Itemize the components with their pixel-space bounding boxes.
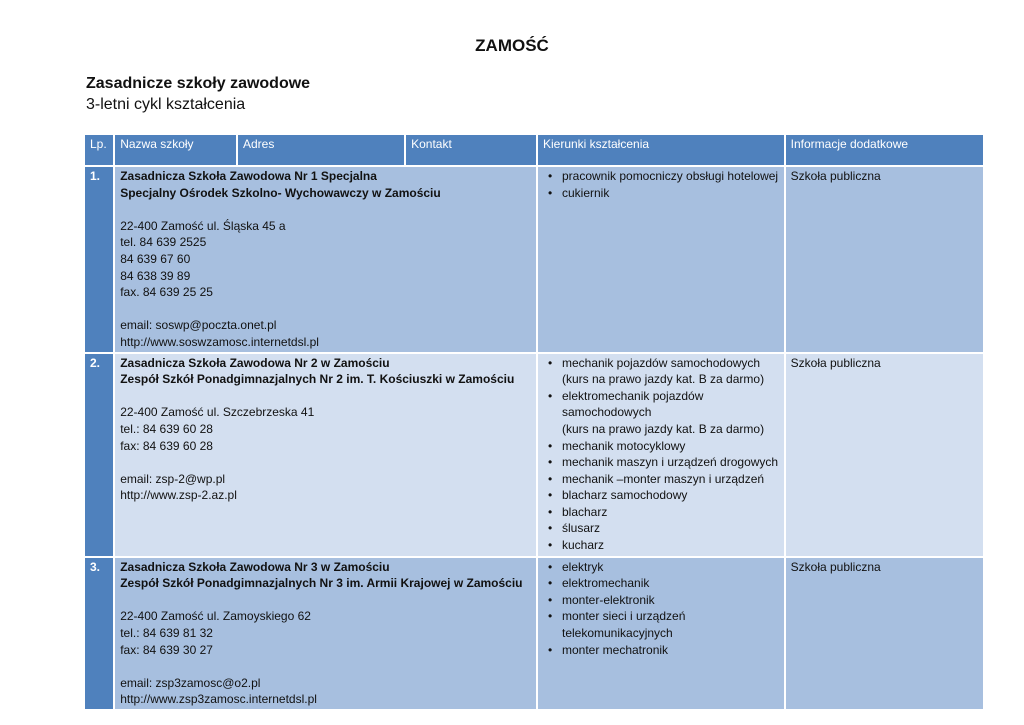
phone-number: tel.: 84 639 60 28 xyxy=(120,421,213,436)
parent-institution: Zespół Szkół Ponadgimnazjalnych Nr 2 im. T. Kościuszki w Zamościu xyxy=(120,372,515,387)
list-item xyxy=(543,355,779,388)
list-item xyxy=(543,642,779,659)
list-item xyxy=(543,520,779,537)
course-name: elektromechanik pojazdów samochodowych xyxy=(561,388,704,420)
spacer xyxy=(120,201,531,218)
list-item xyxy=(543,454,779,471)
list-item xyxy=(543,559,779,576)
school-address: 22-400 Zamość ul. Szczebrzeska 41 xyxy=(120,405,315,420)
course-name: mechanik –monter maszyn i urządzeń xyxy=(561,471,765,486)
header-contact: Kontakt xyxy=(406,135,536,165)
list-item xyxy=(543,438,779,455)
table-row xyxy=(85,558,983,709)
header-school-name: Nazwa szkoły xyxy=(115,135,236,165)
course-name: blacharz samochodowy xyxy=(561,488,688,503)
spacer xyxy=(120,592,531,609)
school-name: Zasadnicza Szkoła Zawodowa Nr 2 w Zamościu xyxy=(120,355,390,370)
header-address: Adres xyxy=(238,135,404,165)
list-item xyxy=(543,471,779,488)
table-row xyxy=(85,354,983,556)
spacer xyxy=(120,388,531,405)
school-address: 22-400 Zamość ul. Śląska 45 a xyxy=(120,218,286,233)
courses-list xyxy=(543,355,779,554)
school-details-cell xyxy=(115,167,536,352)
school-address: 22-400 Zamość ul. Zamoyskiego 62 xyxy=(120,609,311,624)
page-title: ZAMOŚĆ xyxy=(475,36,549,55)
list-item xyxy=(543,504,779,521)
school-website: http://www.zsp3zamosc.internetdsl.pl xyxy=(120,692,317,707)
row-number: 3. xyxy=(85,558,113,709)
phone-number: 84 639 67 60 xyxy=(120,251,191,266)
courses-cell xyxy=(538,558,784,709)
course-note: (kurs na prawo jazdy kat. B za darmo) xyxy=(561,372,765,387)
course-name: elektromechanik xyxy=(561,576,650,591)
course-name: ślusarz xyxy=(561,521,600,536)
phone-number: fax. 84 639 25 25 xyxy=(120,285,213,300)
list-item xyxy=(543,592,779,609)
table-header-row xyxy=(85,135,983,165)
row-number: 1. xyxy=(85,167,113,352)
header-courses: Kierunki kształcenia xyxy=(538,135,784,165)
list-item xyxy=(543,608,779,641)
course-name: pracownik pomocniczy obsługi hotelowej xyxy=(561,169,779,183)
list-item xyxy=(543,168,779,185)
table-body xyxy=(85,167,983,709)
list-item xyxy=(543,487,779,504)
school-website: http://www.zsp-2.az.pl xyxy=(120,488,237,503)
course-name: blacharz xyxy=(561,504,608,519)
school-name: Zasadnicza Szkoła Zawodowa Nr 3 w Zamościu xyxy=(120,559,390,574)
course-name: kucharz xyxy=(561,538,605,553)
spacer xyxy=(120,658,531,675)
school-email: email: soswp@poczta.onet.pl xyxy=(120,318,277,333)
course-note: (kurs na prawo jazdy kat. B za darmo) xyxy=(561,421,765,436)
school-details-cell xyxy=(115,354,536,556)
spacer xyxy=(120,454,531,471)
list-item xyxy=(543,575,779,592)
spacer xyxy=(120,301,531,318)
parent-institution: Zespół Szkół Ponadgimnazjalnych Nr 3 im. Armii Krajowej w Zamościu xyxy=(120,576,523,591)
header-additional-info: Informacje dodatkowe xyxy=(786,135,983,165)
course-name: elektryk xyxy=(561,559,604,574)
phone-number: tel.: 84 639 81 32 xyxy=(120,625,213,640)
courses-list xyxy=(543,559,779,659)
school-email: email: zsp-2@wp.pl xyxy=(120,471,226,486)
section-subtitle: 3-letni cykl kształcenia xyxy=(86,96,246,113)
phone-number: tel. 84 639 2525 xyxy=(120,235,207,250)
additional-info: Szkoła publiczna xyxy=(786,354,983,556)
table-row xyxy=(85,167,983,352)
courses-cell xyxy=(538,167,784,352)
additional-info: Szkoła publiczna xyxy=(786,558,983,709)
list-item xyxy=(543,537,779,554)
course-name: mechanik maszyn i urządzeń drogowych xyxy=(561,455,779,470)
phone-number: 84 638 39 89 xyxy=(120,268,191,283)
course-name: cukiernik xyxy=(561,185,610,200)
school-name: Zasadnicza Szkoła Zawodowa Nr 1 Specjalna xyxy=(120,169,377,183)
phone-number: fax: 84 639 60 28 xyxy=(120,438,213,453)
schools-table xyxy=(83,133,985,711)
courses-list xyxy=(543,168,779,201)
school-details-cell xyxy=(115,558,536,709)
list-item xyxy=(543,388,779,438)
courses-cell xyxy=(538,354,784,556)
section-title: Zasadnicze szkoły zawodowe xyxy=(86,75,311,92)
school-website: http://www.soswzamosc.internetdsl.pl xyxy=(120,334,319,349)
row-number: 2. xyxy=(85,354,113,556)
course-name: mechanik pojazdów samochodowych xyxy=(561,355,761,370)
course-name: monter-elektronik xyxy=(561,592,655,607)
school-email: email: zsp3zamosc@o2.pl xyxy=(120,675,261,690)
additional-info: Szkoła publiczna xyxy=(786,167,983,352)
parent-institution: Specjalny Ośrodek Szkolno- Wychowawczy w Zamościu xyxy=(120,185,441,200)
course-name: monter sieci i urządzeń telekomunikacyjnych xyxy=(561,609,686,640)
course-name: mechanik motocyklowy xyxy=(561,438,686,453)
phone-number: fax: 84 639 30 27 xyxy=(120,642,213,657)
header-lp: Lp. xyxy=(85,135,113,165)
course-name: monter mechatronik xyxy=(561,642,669,657)
list-item xyxy=(543,185,779,202)
